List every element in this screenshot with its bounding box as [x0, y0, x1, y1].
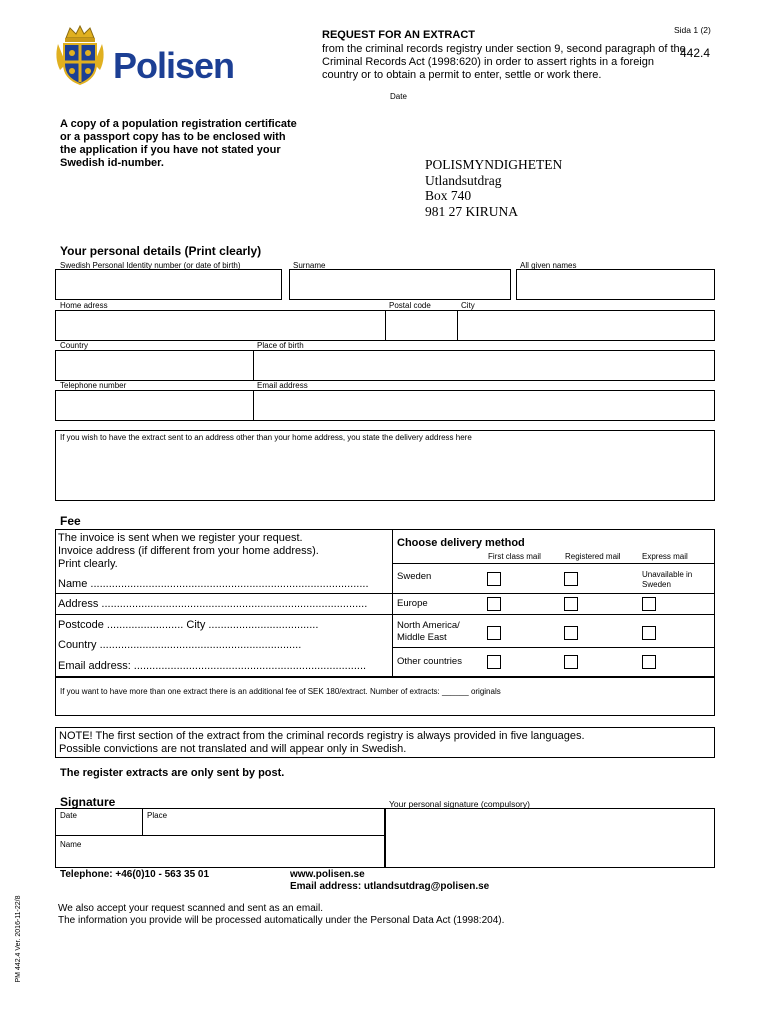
row-europe-label: Europe — [397, 598, 428, 609]
date-label: Date — [390, 92, 407, 101]
phone-field[interactable] — [55, 390, 715, 421]
fee-heading: Fee — [60, 514, 81, 528]
fee-line-3: Print clearly. — [58, 558, 118, 570]
birthplace-divider — [253, 350, 254, 381]
postal-code-label: Postal code — [389, 301, 431, 310]
name-separator — [55, 835, 385, 836]
europe-first-class-checkbox[interactable] — [487, 597, 501, 611]
unavailable-in-sweden: Unavailable in Sweden — [642, 570, 693, 589]
footer-line-2: The information you provide will be processed automatically under the Personal Data Act (1998:204). — [58, 915, 505, 926]
fee-line-2: Invoice address (if different from your home address). — [58, 545, 319, 557]
pin-label: Swedish Personal Identity number (or date of birth) — [60, 261, 241, 270]
sig-name-field[interactable] — [56, 851, 384, 867]
extracts-count-field[interactable]: ______ — [442, 687, 469, 696]
personal-signature-label: Your personal signature (compulsory) — [389, 799, 530, 809]
given-names-label: All given names — [520, 261, 577, 270]
fee-divider — [392, 529, 393, 677]
birthplace-label: Place of birth — [257, 341, 304, 350]
phone-label: Telephone number — [60, 381, 127, 390]
city-label: City — [461, 301, 475, 310]
europe-registered-checkbox[interactable] — [564, 597, 578, 611]
col-express: Express mail — [642, 552, 688, 561]
na-registered-checkbox[interactable] — [564, 626, 578, 640]
contact-web[interactable]: www.polisen.se — [290, 869, 365, 880]
form-number: 442.4 — [680, 46, 711, 60]
address-line-1: POLISMYNDIGHETEN — [425, 157, 563, 172]
id-notice: A copy of a population registration certificate or a passport copy has to be enclosed with the application if you have not stated your Swedish id-number. — [60, 118, 297, 169]
surname-field[interactable] — [289, 269, 511, 300]
row-other-label: Other countries — [397, 656, 462, 667]
delivery-row-line-3 — [392, 647, 715, 648]
sweden-first-class-checkbox[interactable] — [487, 572, 501, 586]
other-first-class-checkbox[interactable] — [487, 655, 501, 669]
sig-place-label: Place — [147, 811, 168, 820]
delivery-heading: Choose delivery method — [397, 537, 525, 549]
recipient-address — [425, 157, 562, 219]
home-address-label: Home adress — [60, 301, 108, 310]
note-line-1: NOTE! The first section of the extract from the criminal records registry is always provided in five languages. — [59, 730, 585, 742]
form-title: REQUEST FOR AN EXTRACT — [322, 29, 475, 41]
sig-place-field[interactable] — [144, 822, 384, 834]
invoice-address-field[interactable]: Address ....................................................................................... — [58, 598, 368, 610]
other-express-checkbox[interactable] — [642, 655, 656, 669]
footer-line-1: We also accept your request scanned and sent as an email. — [58, 903, 323, 914]
email-label: Email address — [257, 381, 308, 390]
form-subtitle: from the criminal records registry under section 9, second paragraph of the Criminal Records Act (1998:620) in order to assert rights in a foreign country or to obtain a permit to enter, settle or work there. — [322, 43, 686, 81]
address-line-2: Utlandsutdrag — [425, 172, 502, 188]
invoice-name-field[interactable]: Name ........................................................................................... — [58, 578, 369, 590]
pin-field[interactable] — [55, 269, 282, 300]
police-emblem — [52, 24, 108, 90]
date-place-divider — [142, 808, 143, 835]
post-only-notice: The register extracts are only sent by post. — [60, 767, 285, 779]
address-line-4: 981 27 KIRUNA — [425, 203, 518, 219]
delivery-row-line-2 — [392, 614, 715, 615]
invoice-postcode-city-field[interactable]: Postcode ......................... City .................................... — [58, 619, 319, 631]
fee-line-1: The invoice is sent when we register your request. — [58, 532, 303, 544]
logo-wordmark: Polisen — [113, 45, 235, 86]
given-names-field[interactable] — [516, 269, 715, 300]
sig-date-label: Date — [60, 811, 77, 820]
na-first-class-checkbox[interactable] — [487, 626, 501, 640]
email-divider — [253, 390, 254, 421]
fee-separator-2 — [55, 614, 393, 615]
note-line-2: Possible convictions are not translated and will appear only in Swedish. — [59, 743, 407, 755]
signature-heading: Signature — [60, 795, 116, 809]
sig-name-label: Name — [60, 840, 82, 849]
extracts-text — [60, 687, 501, 697]
contact-phone: Telephone: +46(0)10 - 563 35 01 — [60, 869, 210, 880]
delivery-header-line — [392, 563, 715, 564]
europe-express-checkbox[interactable] — [642, 597, 656, 611]
page-number: Sida 1 (2) — [674, 25, 711, 35]
other-registered-checkbox[interactable] — [564, 655, 578, 669]
delivery-row-line-1 — [392, 593, 715, 594]
sig-date-field[interactable] — [56, 822, 141, 834]
col-registered: Registered mail — [565, 552, 621, 561]
delivery-address-label: If you wish to have the extract sent to an address other than your home address, you state the delivery address here — [60, 433, 472, 442]
city-divider — [457, 310, 458, 341]
extracts-post: originals — [470, 687, 501, 696]
address-line-3: Box 740 — [425, 188, 472, 203]
row-north-america-label: North America/ Middle East — [397, 620, 460, 643]
country-label: Country — [60, 341, 89, 350]
postal-divider — [385, 310, 386, 341]
country-field[interactable] — [55, 350, 715, 381]
extracts-pre: If you want to have more than one extract there is an additional fee of SEK 180/extract. Number of extracts: — [60, 687, 440, 696]
personal-signature-field[interactable] — [385, 808, 715, 868]
surname-label: Surname — [293, 261, 326, 270]
contact-email[interactable]: Email address: utlandsutdrag@polisen.se — [290, 881, 490, 892]
personal-heading: Your personal details (Print clearly) — [60, 244, 262, 258]
sweden-registered-checkbox[interactable] — [564, 572, 578, 586]
col-first-class: First class mail — [488, 552, 541, 561]
invoice-email-field[interactable]: Email address: ............................................................................ — [58, 660, 367, 672]
row-sweden-label: Sweden — [397, 571, 432, 582]
version-text: PM 442.4 Ver. 2016-11-22/8 — [15, 895, 22, 983]
invoice-country-field[interactable]: Country .................................................................. — [58, 639, 302, 651]
na-express-checkbox[interactable] — [642, 626, 656, 640]
fee-separator-1 — [55, 593, 393, 594]
